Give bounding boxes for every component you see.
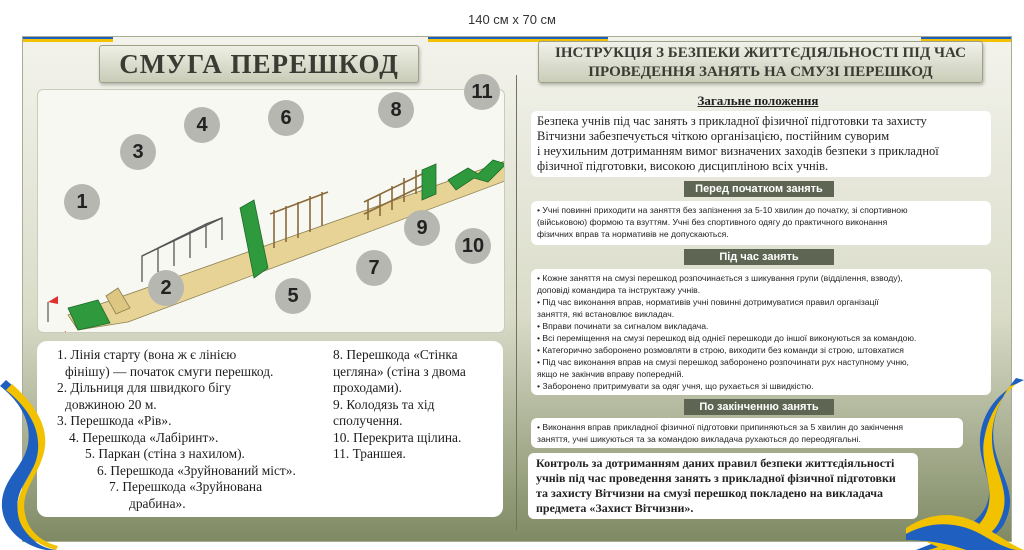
legend-line: 10. Перекрита щілина. (333, 429, 462, 445)
general-line: Вітчизни забезпечується чіткою організацією, постійним суворим (537, 129, 890, 143)
brick-wall (422, 164, 436, 200)
legend-line: 2. Дільниця для швидкого бігу (57, 380, 232, 395)
flag-stripe-mid-left (428, 37, 518, 42)
legend-line: проходами). (333, 380, 402, 395)
after-class-text (531, 418, 963, 448)
marker-9: 9 (404, 210, 440, 246)
safety-instruction-title (538, 41, 983, 83)
legend-column-2 (333, 347, 493, 463)
legend-line: 3. Перешкода «Рів». (57, 413, 172, 428)
column-divider (516, 75, 517, 530)
during-line: • Всі переміщення на смузі перешкод від однієї перешкоди до іншої виконуються за командою. (537, 333, 917, 343)
during-class-text (531, 269, 991, 395)
before-class-text (531, 201, 991, 245)
before-line: (військовою) формою та взуттям. Учні без спортивного одягу до практичного виконання (537, 217, 888, 227)
legend-column-1 (57, 347, 327, 512)
stand-board (22, 36, 1012, 542)
general-line: фізичної підготовки, високою дисципліною всіх учнів. (537, 159, 829, 173)
flag-ribbon-right (906, 378, 1024, 550)
legend-line: 1. Лінія старту (вона ж є лінією (57, 347, 237, 362)
control-line: предмета «Захист Вітчизни». (536, 501, 694, 515)
board-size-label: 140 см х 70 см (468, 12, 556, 27)
control-line: Контроль за дотриманням даних правил безпеки життєдіяльності (536, 456, 895, 470)
during-line: • Вправи починати за сигналом викладача. (537, 321, 709, 331)
general-provision-text (531, 111, 991, 177)
flag-stripe-left (23, 37, 113, 42)
legend-line: 7. Перешкода «Зруйнована (109, 479, 263, 494)
flag-ribbon-left (0, 380, 70, 550)
marker-5: 5 (275, 278, 311, 314)
legend-line: сполучення. (333, 413, 403, 428)
during-line: • Кожне заняття на смузі перешкод розпочинається з шикування групи (відділення, взводу), (537, 273, 903, 283)
during-line: заняття, які встановлює викладач. (537, 309, 675, 319)
obstacle-course-title: СМУГА ПЕРЕШКОД (99, 45, 419, 83)
obstacle-legend (37, 341, 503, 517)
legend-line: цегляна» (стіна з двома (333, 363, 466, 379)
during-line: якщо не закінчив вправу попередній. (537, 369, 684, 379)
marker-6: 6 (268, 100, 304, 136)
after-line: заняття, учні шикуються та за командою викладача рухаються до переодягальні. (537, 434, 861, 444)
before-line: фізичних вправ та нормативів не допускаються. (537, 229, 729, 239)
general-line: і неухильним дотриманням вимог визначених заходів безпеки з прикладної (537, 144, 939, 158)
after-line: • Виконання вправ прикладної фізичної підготовки припиняються за 5 хвилин до закінчення (537, 422, 903, 432)
start-flag-1 (48, 296, 58, 304)
marker-4: 4 (184, 107, 220, 143)
start-flag-2 (56, 331, 66, 332)
during-line: доповіді командира та інструктажу учнів. (537, 285, 701, 295)
general-line: Безпека учнів під час занять з прикладної фізичної підготовки та захисту (537, 114, 927, 128)
legend-line: довжиною 20 м. (65, 396, 157, 412)
during-class-heading: Під час занять (684, 249, 834, 265)
marker-2: 2 (148, 270, 184, 306)
marker-3: 3 (120, 134, 156, 170)
control-responsibility-text (528, 453, 918, 519)
safety-title-line2: ПРОВЕДЕННЯ ЗАНЯТЬ НА СМУЗІ ПЕРЕШКОД (588, 64, 933, 80)
marker-11: 11 (464, 74, 500, 110)
during-line: • Під час виконання вправ на смузі перешкод заборонено розпочинати рух наступному учню, (537, 357, 909, 367)
marker-1: 1 (64, 184, 100, 220)
during-line: • Заборонено притримувати за одяг учня, що рухається зі швидкістю. (537, 381, 814, 391)
legend-line: 4. Перешкода «Лабіринт». (69, 429, 219, 445)
marker-8: 8 (378, 92, 414, 128)
safety-title-line1: ІНСТРУКЦІЯ З БЕЗПЕКИ ЖИТТЄДІЯЛЬНОСТІ ПІД ЧАС (555, 45, 966, 61)
legend-line: 9. Колодязь та хід (333, 396, 435, 412)
legend-line: драбина». (129, 495, 186, 511)
obstacle-course-illustration (37, 81, 505, 333)
during-line: • Під час виконання вправ, нормативів учні повинні дотримуватися правил організації (537, 297, 879, 307)
during-line: • Категорично заборонено розмовляти в строю, виходити без команди зі строю, штовхатися (537, 345, 904, 355)
legend-line: 5. Паркан (стіна з нахилом). (85, 446, 245, 461)
control-line: учнів під час проведення занять з прикладної фізичної підготовки (536, 471, 896, 485)
legend-line: 11. Траншея. (333, 446, 406, 461)
marker-10: 10 (455, 228, 491, 264)
legend-line: 8. Перешкода «Стінка (333, 347, 458, 362)
before-line: • Учні повинні приходити на заняття без запізнення за 5-10 хвилин до початку, зі спортивною (537, 205, 908, 215)
before-class-heading: Перед початком занять (684, 181, 834, 197)
marker-7: 7 (356, 250, 392, 286)
control-line: та захисту Вітчизни на смузі перешкод покладено на викладача (536, 486, 884, 500)
general-provision-heading: Загальне положення (697, 93, 819, 108)
after-class-heading: По закінченню занять (684, 399, 834, 415)
legend-line: фінішу) — початок смуги перешкод. (65, 363, 274, 379)
legend-line: 6. Перешкода «Зруйнований міст». (97, 462, 296, 478)
